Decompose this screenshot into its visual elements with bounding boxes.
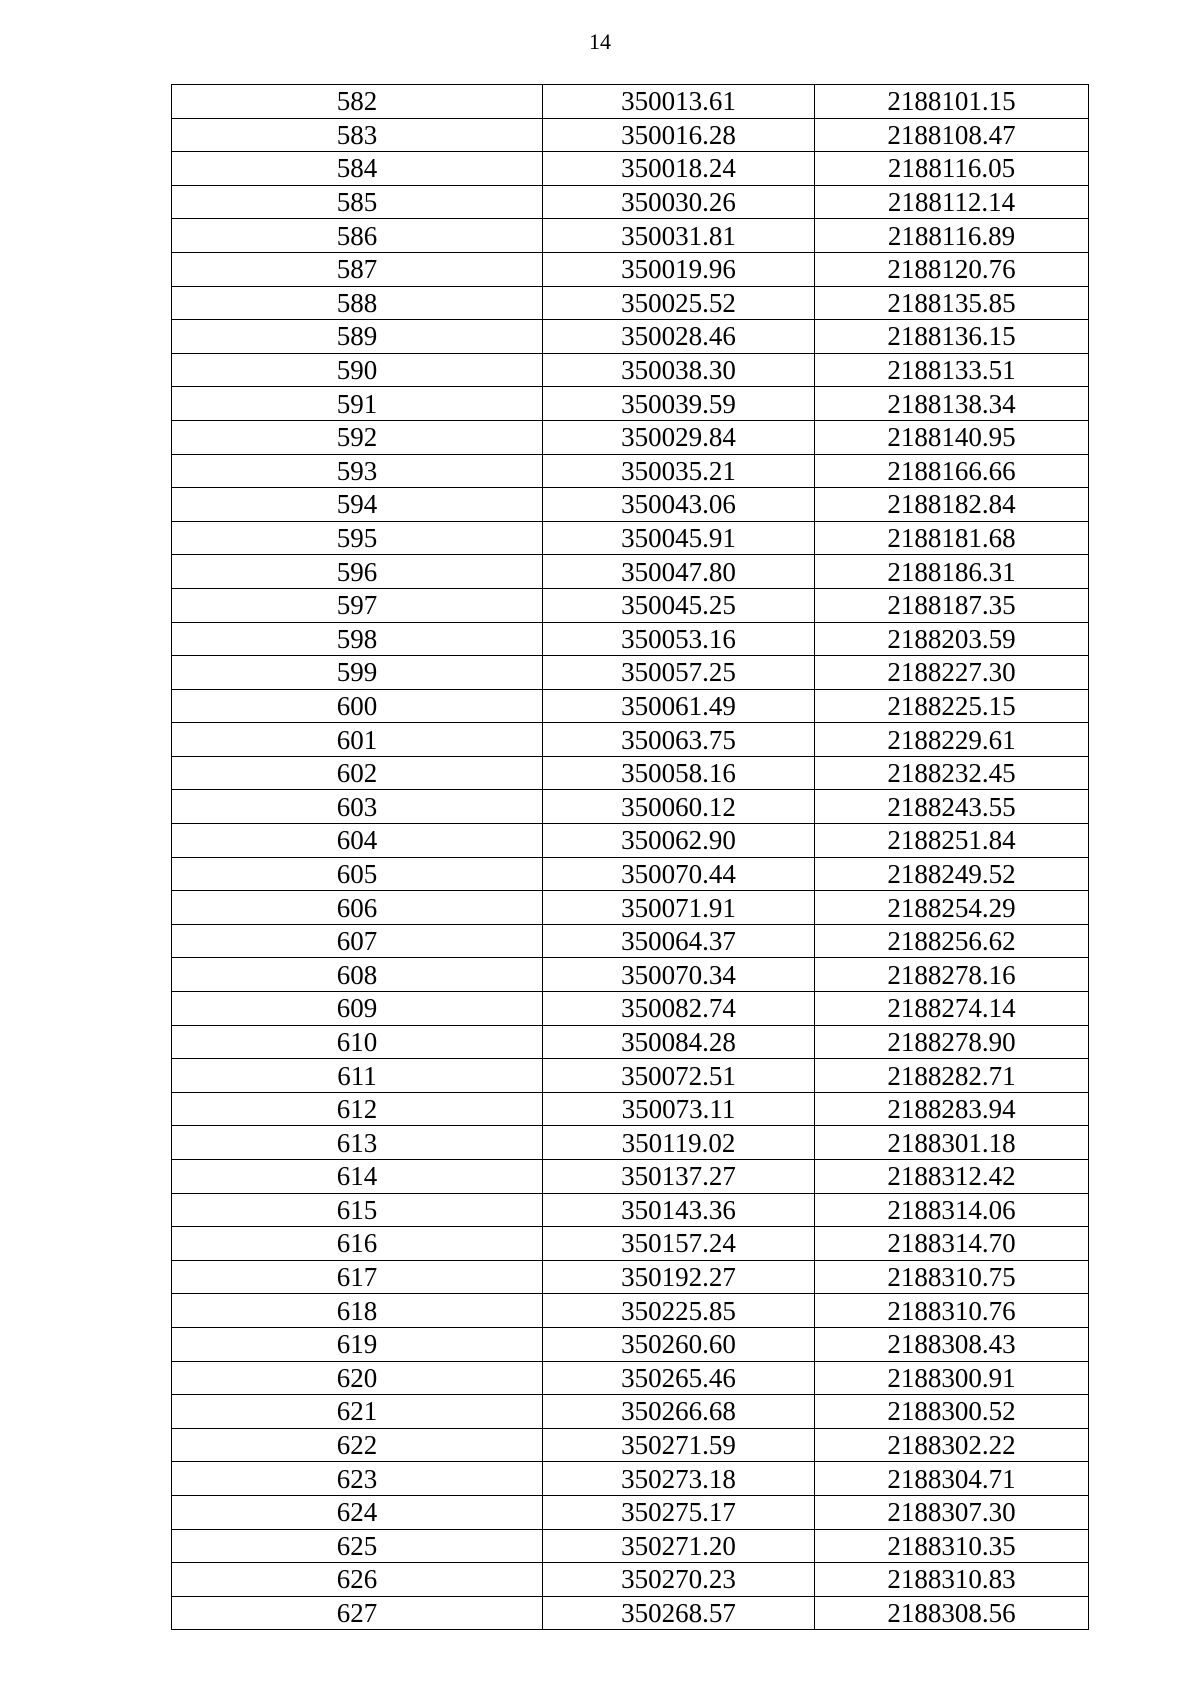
- point-number-cell: 614: [172, 1160, 543, 1194]
- y-coordinate-cell: 2188283.94: [815, 1092, 1089, 1126]
- y-coordinate-cell: 2188225.15: [815, 689, 1089, 723]
- point-number-cell: 587: [172, 252, 543, 286]
- x-coordinate-cell: 350268.57: [543, 1596, 815, 1630]
- point-number-cell: 601: [172, 723, 543, 757]
- y-coordinate-cell: 2188300.52: [815, 1395, 1089, 1429]
- y-coordinate-cell: 2188229.61: [815, 723, 1089, 757]
- x-coordinate-cell: 350064.37: [543, 924, 815, 958]
- x-coordinate-cell: 350043.06: [543, 488, 815, 522]
- point-number-cell: 623: [172, 1462, 543, 1496]
- x-coordinate-cell: 350072.51: [543, 1059, 815, 1093]
- point-number-cell: 602: [172, 756, 543, 790]
- point-number-cell: 618: [172, 1294, 543, 1328]
- x-coordinate-cell: 350225.85: [543, 1294, 815, 1328]
- table-row: [172, 1193, 1089, 1227]
- y-coordinate-cell: 2188308.43: [815, 1327, 1089, 1361]
- y-coordinate-cell: 2188133.51: [815, 353, 1089, 387]
- y-coordinate-cell: 2188116.05: [815, 152, 1089, 186]
- table-row: [172, 320, 1089, 354]
- y-coordinate-cell: 2188120.76: [815, 252, 1089, 286]
- point-number-cell: 589: [172, 320, 543, 354]
- table-row: [172, 353, 1089, 387]
- point-number-cell: 621: [172, 1395, 543, 1429]
- table-row: [172, 1428, 1089, 1462]
- x-coordinate-cell: 350045.25: [543, 588, 815, 622]
- point-number-cell: 588: [172, 286, 543, 320]
- table-row: [172, 286, 1089, 320]
- table-row: [172, 1361, 1089, 1395]
- y-coordinate-cell: 2188135.85: [815, 286, 1089, 320]
- x-coordinate-cell: 350082.74: [543, 992, 815, 1026]
- table-row: [172, 555, 1089, 589]
- x-coordinate-cell: 350270.23: [543, 1563, 815, 1597]
- table-row: [172, 689, 1089, 723]
- x-coordinate-cell: 350019.96: [543, 252, 815, 286]
- point-number-cell: 626: [172, 1563, 543, 1597]
- y-coordinate-cell: 2188256.62: [815, 924, 1089, 958]
- point-number-cell: 594: [172, 488, 543, 522]
- x-coordinate-cell: 350271.59: [543, 1428, 815, 1462]
- x-coordinate-cell: 350029.84: [543, 420, 815, 454]
- table-row: [172, 958, 1089, 992]
- x-coordinate-cell: 350157.24: [543, 1227, 815, 1261]
- x-coordinate-cell: 350271.20: [543, 1529, 815, 1563]
- point-number-cell: 592: [172, 420, 543, 454]
- y-coordinate-cell: 2188301.18: [815, 1126, 1089, 1160]
- point-number-cell: 597: [172, 588, 543, 622]
- x-coordinate-cell: 350028.46: [543, 320, 815, 354]
- coordinates-table: [171, 84, 1089, 1630]
- table-row: [172, 656, 1089, 690]
- x-coordinate-cell: 350071.91: [543, 891, 815, 925]
- table-row: [172, 454, 1089, 488]
- x-coordinate-cell: 350061.49: [543, 689, 815, 723]
- y-coordinate-cell: 2188187.35: [815, 588, 1089, 622]
- table-row: [172, 521, 1089, 555]
- table-row: [172, 1092, 1089, 1126]
- y-coordinate-cell: 2188308.56: [815, 1596, 1089, 1630]
- table-row: [172, 992, 1089, 1026]
- y-coordinate-cell: 2188304.71: [815, 1462, 1089, 1496]
- table-row: [172, 1395, 1089, 1429]
- point-number-cell: 619: [172, 1327, 543, 1361]
- y-coordinate-cell: 2188312.42: [815, 1160, 1089, 1194]
- y-coordinate-cell: 2188227.30: [815, 656, 1089, 690]
- table-row: [172, 1327, 1089, 1361]
- y-coordinate-cell: 2188243.55: [815, 790, 1089, 824]
- point-number-cell: 627: [172, 1596, 543, 1630]
- x-coordinate-cell: 350143.36: [543, 1193, 815, 1227]
- y-coordinate-cell: 2188310.75: [815, 1260, 1089, 1294]
- y-coordinate-cell: 2188101.15: [815, 85, 1089, 119]
- point-number-cell: 620: [172, 1361, 543, 1395]
- table-row: [172, 1059, 1089, 1093]
- point-number-cell: 606: [172, 891, 543, 925]
- y-coordinate-cell: 2188278.16: [815, 958, 1089, 992]
- point-number-cell: 603: [172, 790, 543, 824]
- point-number-cell: 596: [172, 555, 543, 589]
- point-number-cell: 613: [172, 1126, 543, 1160]
- y-coordinate-cell: 2188310.83: [815, 1563, 1089, 1597]
- y-coordinate-cell: 2188186.31: [815, 555, 1089, 589]
- x-coordinate-cell: 350013.61: [543, 85, 815, 119]
- x-coordinate-cell: 350070.44: [543, 857, 815, 891]
- point-number-cell: 611: [172, 1059, 543, 1093]
- point-number-cell: 604: [172, 824, 543, 858]
- x-coordinate-cell: 350260.60: [543, 1327, 815, 1361]
- table-row: [172, 1160, 1089, 1194]
- y-coordinate-cell: 2188254.29: [815, 891, 1089, 925]
- table-row: [172, 1260, 1089, 1294]
- y-coordinate-cell: 2188116.89: [815, 219, 1089, 253]
- y-coordinate-cell: 2188282.71: [815, 1059, 1089, 1093]
- y-coordinate-cell: 2188232.45: [815, 756, 1089, 790]
- x-coordinate-cell: 350060.12: [543, 790, 815, 824]
- x-coordinate-cell: 350063.75: [543, 723, 815, 757]
- table-row: [172, 118, 1089, 152]
- y-coordinate-cell: 2188182.84: [815, 488, 1089, 522]
- x-coordinate-cell: 350058.16: [543, 756, 815, 790]
- point-number-cell: 615: [172, 1193, 543, 1227]
- point-number-cell: 609: [172, 992, 543, 1026]
- y-coordinate-cell: 2188181.68: [815, 521, 1089, 555]
- y-coordinate-cell: 2188251.84: [815, 824, 1089, 858]
- point-number-cell: 584: [172, 152, 543, 186]
- table-row: [172, 1563, 1089, 1597]
- table-row: [172, 1596, 1089, 1630]
- point-number-cell: 595: [172, 521, 543, 555]
- x-coordinate-cell: 350057.25: [543, 656, 815, 690]
- x-coordinate-cell: 350045.91: [543, 521, 815, 555]
- table-row: [172, 756, 1089, 790]
- x-coordinate-cell: 350031.81: [543, 219, 815, 253]
- point-number-cell: 600: [172, 689, 543, 723]
- y-coordinate-cell: 2188274.14: [815, 992, 1089, 1026]
- y-coordinate-cell: 2188278.90: [815, 1025, 1089, 1059]
- y-coordinate-cell: 2188307.30: [815, 1495, 1089, 1529]
- page-number: 14: [589, 29, 611, 54]
- point-number-cell: 610: [172, 1025, 543, 1059]
- y-coordinate-cell: 2188203.59: [815, 622, 1089, 656]
- table-row: [172, 723, 1089, 757]
- table-row: [172, 857, 1089, 891]
- table-row: [172, 1462, 1089, 1496]
- x-coordinate-cell: 350047.80: [543, 555, 815, 589]
- x-coordinate-cell: 350039.59: [543, 387, 815, 421]
- y-coordinate-cell: 2188310.35: [815, 1529, 1089, 1563]
- y-coordinate-cell: 2188249.52: [815, 857, 1089, 891]
- x-coordinate-cell: 350275.17: [543, 1495, 815, 1529]
- x-coordinate-cell: 350137.27: [543, 1160, 815, 1194]
- x-coordinate-cell: 350265.46: [543, 1361, 815, 1395]
- point-number-cell: 583: [172, 118, 543, 152]
- y-coordinate-cell: 2188136.15: [815, 320, 1089, 354]
- x-coordinate-cell: 350016.28: [543, 118, 815, 152]
- table-row: [172, 1495, 1089, 1529]
- x-coordinate-cell: 350053.16: [543, 622, 815, 656]
- table-row: [172, 420, 1089, 454]
- x-coordinate-cell: 350035.21: [543, 454, 815, 488]
- x-coordinate-cell: 350266.68: [543, 1395, 815, 1429]
- y-coordinate-cell: 2188166.66: [815, 454, 1089, 488]
- x-coordinate-cell: 350030.26: [543, 185, 815, 219]
- y-coordinate-cell: 2188140.95: [815, 420, 1089, 454]
- table-row: [172, 1294, 1089, 1328]
- x-coordinate-cell: 350192.27: [543, 1260, 815, 1294]
- table-row: [172, 790, 1089, 824]
- point-number-cell: 612: [172, 1092, 543, 1126]
- table-row: [172, 924, 1089, 958]
- table-row: [172, 85, 1089, 119]
- table-row: [172, 488, 1089, 522]
- table-row: [172, 152, 1089, 186]
- y-coordinate-cell: 2188112.14: [815, 185, 1089, 219]
- point-number-cell: 625: [172, 1529, 543, 1563]
- x-coordinate-cell: 350070.34: [543, 958, 815, 992]
- x-coordinate-cell: 350018.24: [543, 152, 815, 186]
- x-coordinate-cell: 350073.11: [543, 1092, 815, 1126]
- coordinates-table-body: [172, 85, 1089, 1630]
- x-coordinate-cell: 350038.30: [543, 353, 815, 387]
- y-coordinate-cell: 2188314.70: [815, 1227, 1089, 1261]
- table-row: [172, 1126, 1089, 1160]
- y-coordinate-cell: 2188302.22: [815, 1428, 1089, 1462]
- y-coordinate-cell: 2188310.76: [815, 1294, 1089, 1328]
- table-row: [172, 1025, 1089, 1059]
- y-coordinate-cell: 2188300.91: [815, 1361, 1089, 1395]
- x-coordinate-cell: 350062.90: [543, 824, 815, 858]
- point-number-cell: 608: [172, 958, 543, 992]
- point-number-cell: 586: [172, 219, 543, 253]
- table-row: [172, 622, 1089, 656]
- point-number-cell: 622: [172, 1428, 543, 1462]
- point-number-cell: 624: [172, 1495, 543, 1529]
- point-number-cell: 585: [172, 185, 543, 219]
- x-coordinate-cell: 350119.02: [543, 1126, 815, 1160]
- point-number-cell: 593: [172, 454, 543, 488]
- y-coordinate-cell: 2188138.34: [815, 387, 1089, 421]
- y-coordinate-cell: 2188108.47: [815, 118, 1089, 152]
- y-coordinate-cell: 2188314.06: [815, 1193, 1089, 1227]
- point-number-cell: 599: [172, 656, 543, 690]
- table-row: [172, 1529, 1089, 1563]
- point-number-cell: 605: [172, 857, 543, 891]
- table-row: [172, 891, 1089, 925]
- table-row: [172, 387, 1089, 421]
- point-number-cell: 598: [172, 622, 543, 656]
- table-row: [172, 252, 1089, 286]
- x-coordinate-cell: 350273.18: [543, 1462, 815, 1496]
- x-coordinate-cell: 350084.28: [543, 1025, 815, 1059]
- table-row: [172, 824, 1089, 858]
- point-number-cell: 591: [172, 387, 543, 421]
- table-row: [172, 185, 1089, 219]
- table-row: [172, 588, 1089, 622]
- point-number-cell: 590: [172, 353, 543, 387]
- table-row: [172, 219, 1089, 253]
- x-coordinate-cell: 350025.52: [543, 286, 815, 320]
- point-number-cell: 607: [172, 924, 543, 958]
- point-number-cell: 616: [172, 1227, 543, 1261]
- point-number-cell: 582: [172, 85, 543, 119]
- point-number-cell: 617: [172, 1260, 543, 1294]
- table-row: [172, 1227, 1089, 1261]
